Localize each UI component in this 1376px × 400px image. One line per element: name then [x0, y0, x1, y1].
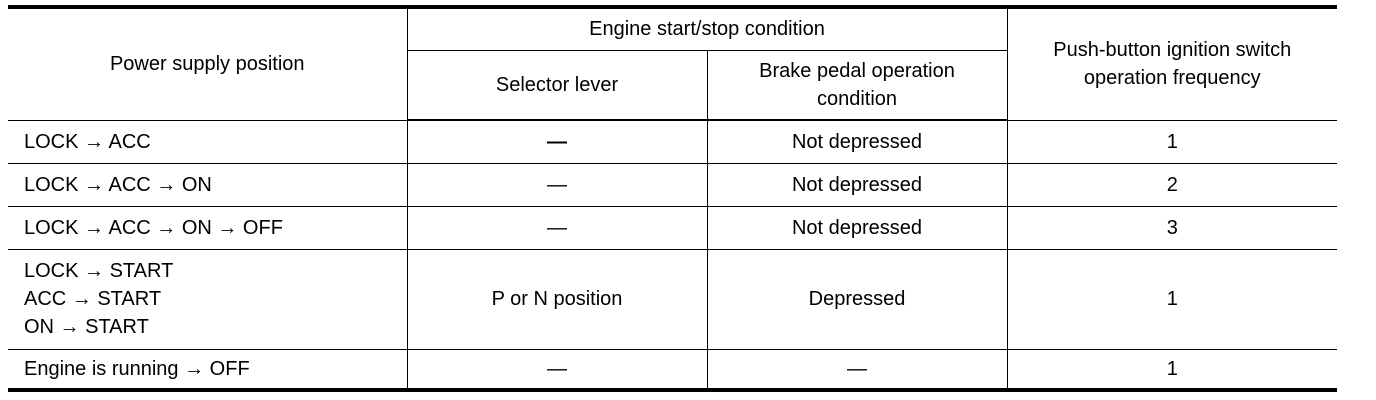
brake-condition-cell: Not depressed	[707, 120, 1007, 163]
table-row	[8, 206, 1337, 249]
table-row	[8, 120, 1337, 163]
power-position-line: Engine is running → OFF	[24, 357, 250, 380]
brake-condition-cell: Not depressed	[707, 206, 1007, 249]
ignition-operation-table	[8, 5, 1337, 392]
power-position-cell	[8, 120, 407, 163]
frequency-cell: 1	[1007, 120, 1337, 163]
frequency-cell: 1	[1007, 349, 1337, 390]
frequency-cell: 3	[1007, 206, 1337, 249]
header-brake-pedal	[707, 50, 1007, 120]
power-position-cell	[8, 349, 407, 390]
power-position-cell	[8, 249, 407, 349]
brake-condition-cell: Depressed	[707, 249, 1007, 349]
power-position-line: LOCK → START	[24, 260, 174, 282]
ignition-operation-table-container	[8, 5, 1337, 392]
header-brake-pedal-line-2: condition	[816, 87, 898, 110]
header-engine-condition: Engine start/stop condition	[407, 7, 1007, 50]
selector-lever-cell: P or N position	[407, 249, 707, 349]
header-row-1	[8, 7, 1337, 50]
selector-lever-cell: —	[407, 163, 707, 206]
brake-condition-cell: Not depressed	[707, 163, 1007, 206]
header-brake-pedal-line-1: Brake pedal operation	[759, 59, 955, 82]
frequency-cell: 2	[1007, 163, 1337, 206]
power-position-line: LOCK → ACC	[24, 130, 151, 153]
selector-lever-cell: —	[407, 120, 707, 163]
power-position-line: LOCK → ACC → ON	[24, 173, 212, 196]
power-position-line: LOCK → ACC → ON → OFF	[24, 216, 283, 239]
header-frequency-line-1: Push-button ignition switch	[1053, 39, 1292, 62]
header-frequency	[1007, 7, 1337, 120]
table-row	[8, 249, 1337, 349]
selector-lever-cell: —	[407, 349, 707, 390]
power-position-line: ACC → START	[24, 288, 162, 310]
header-frequency-line-2: operation frequency	[1083, 67, 1261, 90]
brake-condition-cell: —	[707, 349, 1007, 390]
table-row	[8, 349, 1337, 390]
frequency-cell: 1	[1007, 249, 1337, 349]
table-row	[8, 163, 1337, 206]
header-power-supply-position: Power supply position	[8, 7, 407, 120]
power-position-cell	[8, 206, 407, 249]
power-position-line: ON → START	[24, 316, 149, 338]
selector-lever-cell: —	[407, 206, 707, 249]
header-selector-lever: Selector lever	[407, 50, 707, 120]
power-position-cell	[8, 163, 407, 206]
